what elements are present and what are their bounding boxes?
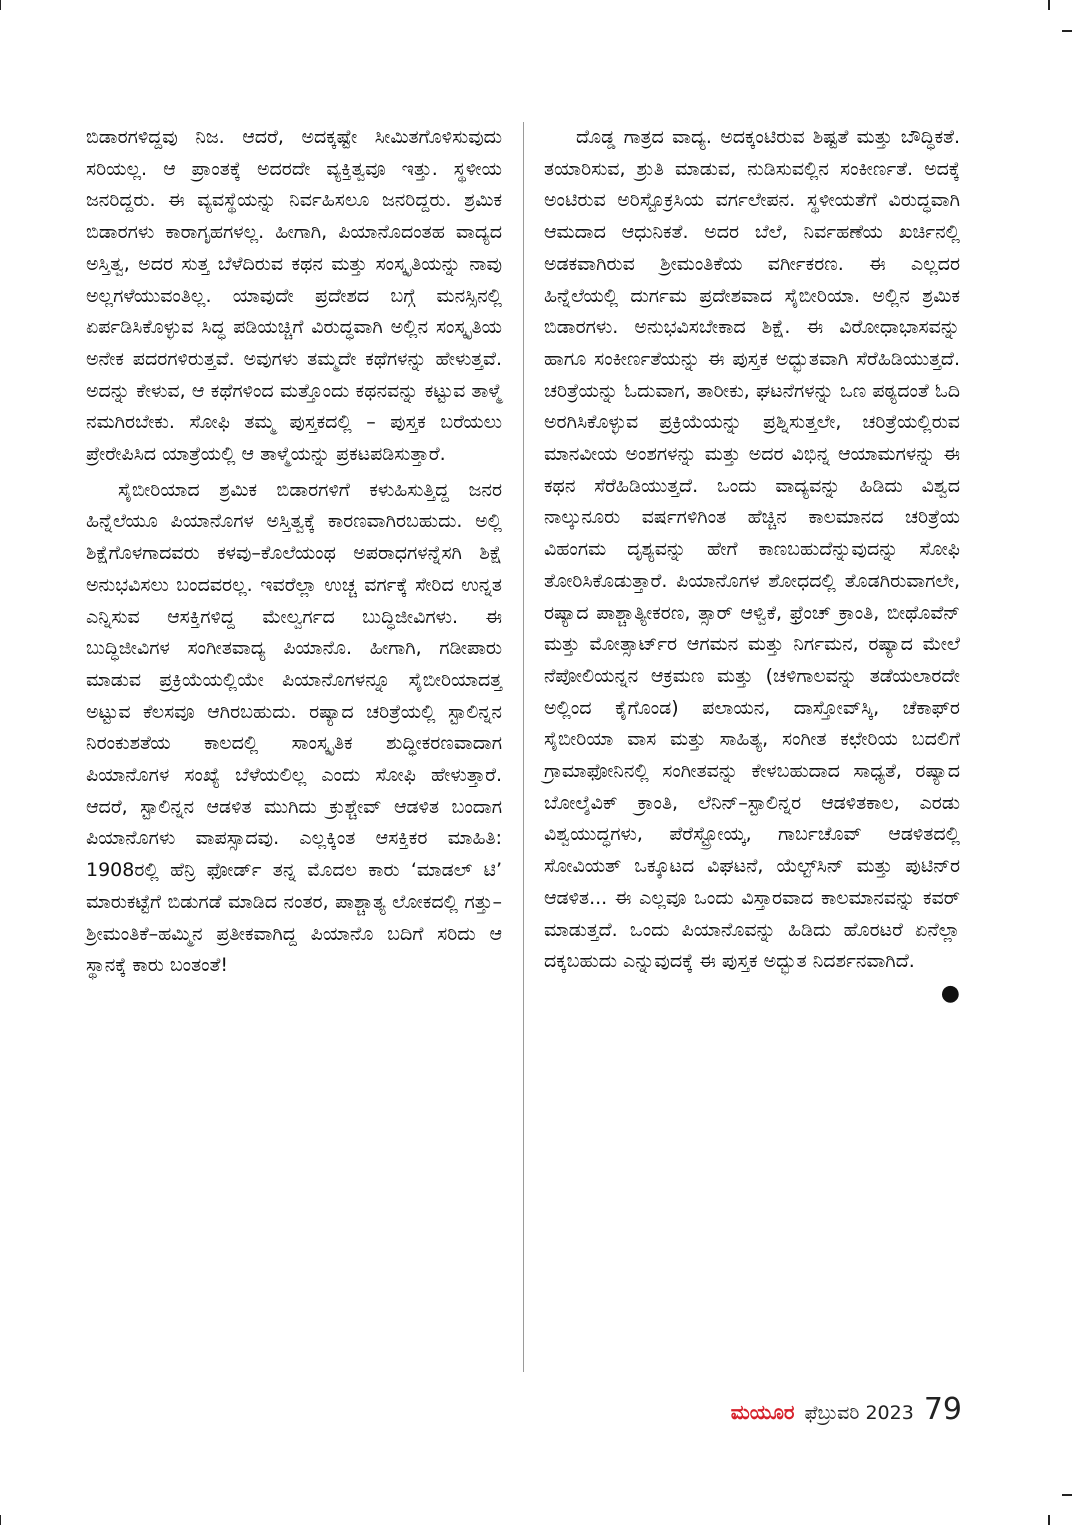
paragraph: ಬಿಡಾರಗಳಿದ್ದವು ನಿಜ. ಆದರೆ, ಅದಕ್ಕಷ್ಟೇ ಸೀಮಿತಗೊಳಿಸುವುದು ಸರಿಯಲ್ಲ. ಆ ಪ್ರಾಂತಕ್ಕೆ ಅದರದೇ ವ್ಯಕ್ತಿತ್ವವೂ ಇತ್ತು. ಸ್ಥಳೀಯ ಜನರಿದ್ದರು. ಈ ವ್ಯವಸ್ಥೆಯನ್ನು ನಿರ್ವಹಿಸಲೂ ಜನರಿದ್ದರು. ಶ್ರಮಿಕ ಬಿಡಾರಗಳು ಕಾರಾಗೃಹಗಳಲ್ಲ. ಹೀಗಾಗಿ, ಪಿಯಾನೊದಂತಹ ವಾದ್ಯದ ಅಸ್ತಿತ್ವ, ಅದರ ಸುತ್ತ ಬೆಳೆದಿರುವ ಕಥನ ಮತ್ತು ಸಂಸ್ಕೃತಿಯನ್ನು ನಾವು ಅಲ್ಲಗಳೆಯುವಂತಿಲ್ಲ. ಯಾವುದೇ ಪ್ರದೇಶದ ಬಗ್ಗೆ ಮನಸ್ಸಿನಲ್ಲಿ ಏರ್ಪಡಿಸಿಕೊಳ್ಳುವ ಸಿದ್ಧ ಪಡಿಯಚ್ಚಿಗೆ ವಿರುದ್ಧವಾಗಿ ಅಲ್ಲಿನ ಸಂಸ್ಕೃತಿಯ ಅನೇಕ ಪದರಗಳಿರುತ್ತವೆ. ಅವುಗಳು ತಮ್ಮದೇ ಕಥೆಗಳನ್ನು ಹೇಳುತ್ತವೆ. ಅದನ್ನು ಕೇಳುವ, ಆ ಕಥೆಗಳಿಂದ ಮತ್ತೊಂದು ಕಥನವನ್ನು ಕಟ್ಟುವ ತಾಳ್ಮೆ ನಮಗಿರಬೇಕು. ಸೋಫಿ ತಮ್ಮ ಪುಸ್ತಕದಲ್ಲಿ – ಪುಸ್ತಕ ಬರೆಯಲು ಪ್ರೇರೇಪಿಸಿದ ಯಾತ್ರೆಯಲ್ಲಿ ಆ ತಾಳ್ಮೆಯನ್ನು ಪ್ರಕಟಪಡಿಸುತ್ತಾರೆ. — [86, 126, 502, 466]
crop-mark-right-top — [1062, 30, 1072, 32]
paragraph-text: ದೊಡ್ಡ ಗಾತ್ರದ ವಾದ್ಯ. ಅದಕ್ಕಂಟಿರುವ ಶಿಷ್ಟತೆ ಮತ್ತು ಬೌದ್ಧಿಕತೆ. ತಯಾರಿಸುವ, ಶ್ರುತಿ ಮಾಡುವ, ನುಡಿಸುವಲ್ಲಿನ ಸಂಕೀರ್ಣತೆ. ಅದಕ್ಕೆ ಅಂಟಿರುವ ಅರಿಸ್ಟೊಕ್ರಸಿಯ ವರ್ಗಲೇಪನ. ಸ್ಥಳೀಯತೆಗೆ ವಿರುದ್ಧವಾಗಿ ಆಮದಾದ ಆಧುನಿಕತೆ. ಅದರ ಬೆಲೆ, ನಿರ್ವಹಣೆಯ ಖರ್ಚಿನಲ್ಲಿ ಅಡಕವಾಗಿರುವ ಶ್ರೀಮಂತಿಕೆಯ ವರ್ಗೀಕರಣ. ಈ ಎಲ್ಲದರ ಹಿನ್ನೆಲೆಯಲ್ಲಿ ದುರ್ಗಮ ಪ್ರದೇಶವಾದ ಸೈಬೀರಿಯಾ. ಅಲ್ಲಿನ ಶ್ರಮಿಕ ಬಿಡಾರಗಳು. ಅನುಭವಿಸಬೇಕಾದ ಶಿಕ್ಷೆ. ಈ ವಿರೋಧಾಭಾಸವನ್ನು ಹಾಗೂ ಸಂಕೀರ್ಣತೆಯನ್ನು ಈ ಪುಸ್ತಕ ಅದ್ಭುತವಾಗಿ ಸೆರೆಹಿಡಿಯುತ್ತದೆ. ಚರಿತ್ರೆಯನ್ನು ಓದುವಾಗ, ತಾರೀಕು, ಘಟನೆಗಳನ್ನು ಒಣ ಪಠ್ಯದಂತೆ ಓದಿ ಅರಗಿಸಿಕೊಳ್ಳುವ ಪ್ರಕ್ರಿಯೆಯನ್ನು ಪ್ರಶ್ನಿಸುತ್ತಲೇ, ಚರಿತ್ರೆಯಲ್ಲಿರುವ ಮಾನವೀಯ ಅಂಶಗಳನ್ನು ಮತ್ತು ಅದರ ವಿಭಿನ್ನ ಆಯಾಮಗಳನ್ನು ಈ ಕಥನ ಸೆರೆಹಿಡಿಯುತ್ತದೆ. ಒಂದು ವಾದ್ಯವನ್ನು ಹಿಡಿದು ವಿಶ್ವದ ನಾಲ್ಕುನೂರು ವರ್ಷಗಳಿಗಿಂತ ಹೆಚ್ಚಿನ ಕಾಲಮಾನದ ಚರಿತ್ರೆಯ ವಿಹಂಗಮ ದೃಶ್ಯವನ್ನು ಹೇಗೆ ಕಾಣಬಹುದೆನ್ನುವುದನ್ನು ಸೋಫಿ ತೋರಿಸಿಕೊಡುತ್ತಾರೆ. ಪಿಯಾನೊಗಳ ಶೋಧದಲ್ಲಿ ತೊಡಗಿರುವಾಗಲೇ, ರಷ್ಯಾದ ಪಾಶ್ಚಾತ್ಯೀಕರಣ, ತ್ಸಾರ್ ಆಳ್ವಿಕೆ, ಫ್ರೆಂಚ್ ಕ್ರಾಂತಿ, ಬೀಥೊವೆನ್ ಮತ್ತು ಮೋತ್ಸಾರ್ಟ್‌ರ ಆಗಮನ ಮತ್ತು ನಿರ್ಗಮನ, ರಷ್ಯಾದ ಮೇಲೆ ನೆಪೋಲಿಯನ್ನನ ಆಕ್ರಮಣ ಮತ್ತು (ಚಳಿಗಾಲವನ್ನು ತಡೆಯಲಾರದೇ ಅಲ್ಲಿಂದ ಕೈಗೊಂಡ) ಪಲಾಯನ, ದಾಸ್ತೋವ್‌ಸ್ಕಿ, ಚೆಕಾಫ್‌ರ ಸೈಬೀರಿಯಾ ವಾಸ ಮತ್ತು ಸಾಹಿತ್ಯ, ಸಂಗೀತ ಕಛೇರಿಯ ಬದಲಿಗೆ ಗ್ರಾಮಾಫೋನಿನಲ್ಲಿ ಸಂಗೀತವನ್ನು ಕೇಳಬಹುದಾದ ಸಾಧ್ಯತೆ, ರಷ್ಯಾದ ಬೋಲ್ಶೆವಿಕ್ ಕ್ರಾಂತಿ, ಲೆನಿನ್–ಸ್ಟಾಲಿನ್ನರ ಆಡಳಿತಕಾಲ, ಎರಡು ವಿಶ್ವಯುದ್ಧಗಳು, ಪೆರೆಸ್ಟ್ರೋಯ್ಕ, ಗಾರ್ಬಚೊವ್ ಆಡಳಿತದಲ್ಲಿ ಸೋವಿಯತ್ ಒಕ್ಕೂಟದ ವಿಘಟನೆ, ಯೆಲ್ಟ್‌ಸಿನ್ ಮತ್ತು ಪುಟಿನ್‌ರ ಆಡಳಿತ... ಈ ಎಲ್ಲವೂ ಒಂದು ವಿಸ್ತಾರವಾದ ಕಾಲಮಾನವನ್ನು ಕವರ್ ಮಾಡುತ್ತದೆ. ಒಂದು ಪಿಯಾನೊವನ್ನು ಹಿಡಿದು ಹೊರಟರೆ ಏನೆಲ್ಲಾ ದಕ್ಕಬಹುದು ಎನ್ನುವುದಕ್ಕೆ ಈ ಪುಸ್ತಕ ಅದ್ಭುತ ನಿದರ್ಶನವಾಗಿದೆ. — [544, 126, 960, 973]
crop-mark-top-left — [0, 0, 1, 10]
magazine-name: ಮಯೂರ — [730, 1400, 795, 1424]
paragraph — [544, 122, 960, 1006]
paragraph: ಸೈಬೀರಿಯಾದ ಶ್ರಮಿಕ ಬಿಡಾರಗಳಿಗೆ ಕಳುಹಿಸುತ್ತಿದ್ದ ಜನರ ಹಿನ್ನೆಲೆಯೂ ಪಿಯಾನೊಗಳ ಅಸ್ತಿತ್ವಕ್ಕೆ ಕಾರಣವಾಗಿರಬಹುದು. ಅಲ್ಲಿ ಶಿಕ್ಷೆಗೊಳಗಾದವರು ಕಳವು–ಕೊಲೆಯಂಥ ಅಪರಾಧಗಳನ್ನೆಸಗಿ ಶಿಕ್ಷೆ ಅನುಭವಿಸಲು ಬಂದವರಲ್ಲ. ಇವರೆಲ್ಲಾ ಉಚ್ಚ ವರ್ಗಕ್ಕೆ ಸೇರಿದ ಉನ್ನತ ಎನ್ನಿಸುವ ಆಸಕ್ತಿಗಳಿದ್ದ ಮೇಲ್ವರ್ಗದ ಬುದ್ಧಿಜೀವಿಗಳು. ಈ ಬುದ್ಧಿಜೀವಿಗಳ ಸಂಗೀತವಾದ್ಯ ಪಿಯಾನೊ. ಹೀಗಾಗಿ, ಗಡೀಪಾರು ಮಾಡುವ ಪ್ರಕ್ರಿಯೆಯಲ್ಲಿಯೇ ಪಿಯಾನೊಗಳನ್ನೂ ಸೈಬೀರಿಯಾದತ್ತ ಅಟ್ಟುವ ಕೆಲಸವೂ ಆಗಿರಬಹುದು. ರಷ್ಯಾದ ಚರಿತ್ರೆಯಲ್ಲಿ ಸ್ಟಾಲಿನ್ನನ ನಿರಂಕುಶತೆಯ ಕಾಲದಲ್ಲಿ ಸಾಂಸ್ಕೃತಿಕ ಶುದ್ಧೀಕರಣವಾದಾಗ ಪಿಯಾನೊಗಳ ಸಂಖ್ಯೆ ಬೆಳೆಯಲಿಲ್ಲ ಎಂದು ಸೋಫಿ ಹೇಳುತ್ತಾರೆ. ಆದರೆ, ಸ್ಟಾಲಿನ್ನನ ಆಡಳಿತ ಮುಗಿದು ಕ್ರುಶ್ಚೇವ್ ಆಡಳಿತ ಬಂದಾಗ ಪಿಯಾನೊಗಳು ವಾಪಸ್ಸಾದವು. ಎಲ್ಲಕ್ಕಿಂತ ಆಸಕ್ತಿಕರ ಮಾಹಿತಿ: 1908ರಲ್ಲಿ ಹೆನ್ರಿ ಫೋರ್ಡ್ ತನ್ನ ಮೊದಲ ಕಾರು ‘ಮಾಡಲ್ ಟಿ’ ಮಾರುಕಟ್ಟೆಗೆ ಬಿಡುಗಡೆ ಮಾಡಿದ ನಂತರ, ಪಾಶ್ಚಾತ್ಯ ಲೋಕದಲ್ಲಿ ಗತ್ತು–ಶ್ರೀಮಂತಿಕೆ–ಹಮ್ಮಿನ ಪ್ರತೀಕವಾಗಿದ್ದ ಪಿಯಾನೊ ಬದಿಗೆ ಸರಿದು ಆ ಸ್ಥಾನಕ್ಕೆ ಕಾರು ಬಂತಂತೆ! — [86, 478, 502, 977]
end-of-article-bullet-icon: ● — [940, 980, 960, 1006]
page-number: 79 — [923, 1392, 962, 1427]
article-column-right — [544, 122, 960, 1009]
crop-mark-right-bottom — [1062, 1494, 1072, 1496]
crop-mark-bottom-right — [1048, 1515, 1050, 1525]
column-divider — [523, 122, 524, 1372]
page-footer — [731, 1392, 962, 1432]
crop-mark-bottom-left — [0, 1515, 1, 1525]
article-column-left — [86, 122, 502, 982]
crop-mark-top-right — [1048, 0, 1050, 10]
issue-date: ಫೆಬ್ರುವರಿ 2023 — [804, 1402, 914, 1424]
